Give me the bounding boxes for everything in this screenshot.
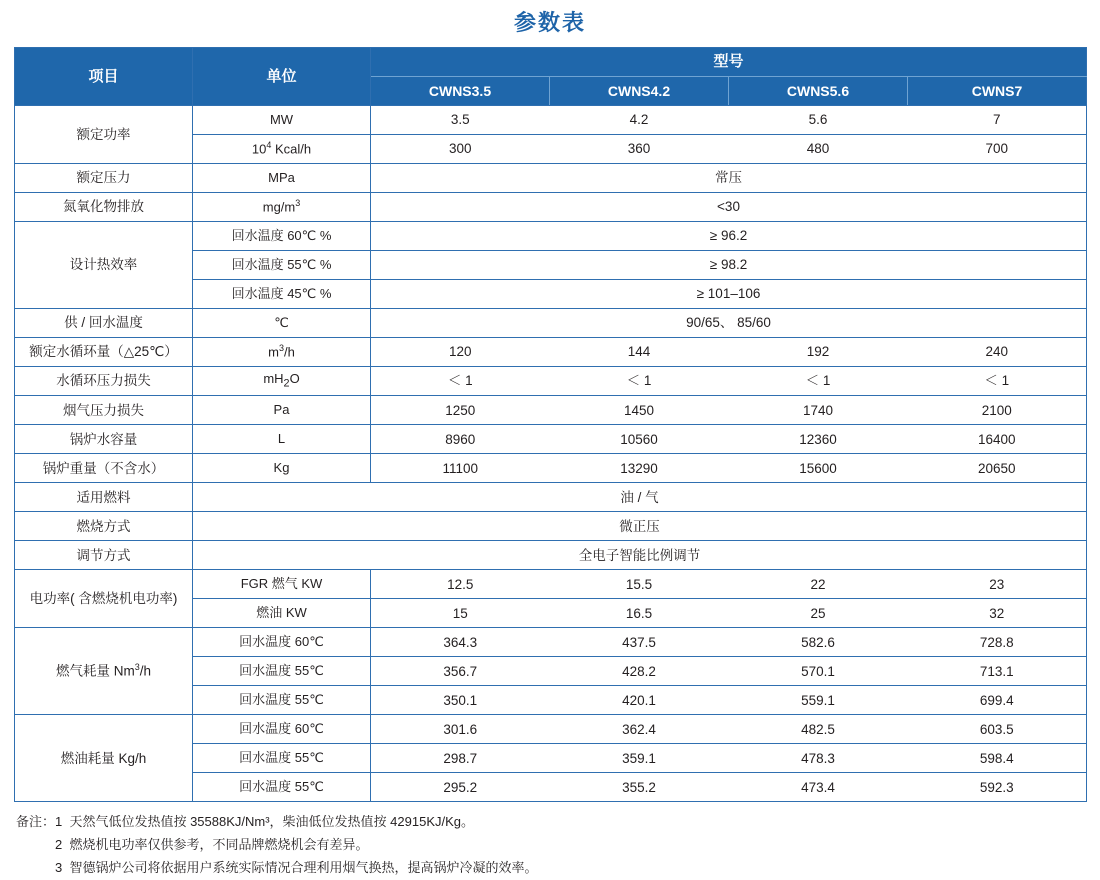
- header-model-cwns56: CWNS5.6: [729, 77, 908, 106]
- table-row: [15, 193, 1087, 222]
- row-unit: $mg/m^3$: [193, 193, 371, 222]
- row-value: 592.3: [908, 773, 1087, 802]
- row-span-all-value: 油 / 气: [193, 483, 1087, 512]
- row-value: 23: [908, 570, 1087, 599]
- row-value: 362.4: [550, 715, 729, 744]
- row-value: 420.1: [550, 686, 729, 715]
- table-row: [15, 512, 1087, 541]
- row-value: 1450: [550, 396, 729, 425]
- row-value: 428.2: [550, 657, 729, 686]
- header-item: 项目: [15, 48, 193, 106]
- row-value: ＜ 1: [908, 367, 1087, 396]
- row-value: 25: [729, 599, 908, 628]
- row-value: 364.3: [371, 628, 550, 657]
- row-value: 728.8: [908, 628, 1087, 657]
- row-value: 22: [729, 570, 908, 599]
- row-value: 582.6: [729, 628, 908, 657]
- row-label: 额定功率: [15, 106, 193, 164]
- note-line-1: [16, 811, 1086, 834]
- table-row: [15, 454, 1087, 483]
- row-value: 120: [371, 338, 550, 367]
- row-value: 603.5: [908, 715, 1087, 744]
- row-value: 5.6: [729, 106, 908, 135]
- row-value: 16400: [908, 425, 1087, 454]
- note-text-1: 1 天然气低位发热值按 35588KJ/Nm³，柴油低位发热值按 42915KJ/Kg。: [55, 814, 475, 830]
- row-value: 16.5: [550, 599, 729, 628]
- table-row: [15, 628, 1087, 657]
- row-span-value: <30: [371, 193, 1087, 222]
- row-value: 7: [908, 106, 1087, 135]
- row-value: 699.4: [908, 686, 1087, 715]
- row-value: 15600: [729, 454, 908, 483]
- table-row: [15, 541, 1087, 570]
- row-unit: $10^4$ Kcal/h: [193, 135, 371, 164]
- row-unit: 回水温度 55℃: [193, 744, 371, 773]
- row-value: 15.5: [550, 570, 729, 599]
- row-value: 301.6: [371, 715, 550, 744]
- row-value: 350.1: [371, 686, 550, 715]
- row-unit: 燃油 KW: [193, 599, 371, 628]
- table-row: [15, 309, 1087, 338]
- row-label: 锅炉水容量: [15, 425, 193, 454]
- row-label: 额定压力: [15, 164, 193, 193]
- row-value: 12.5: [371, 570, 550, 599]
- table-row: [15, 425, 1087, 454]
- page-title: 参数表: [513, 10, 586, 35]
- note-text-2: 2 燃烧机电功率仅供参考，不同品牌燃烧机会有差异。: [55, 837, 369, 853]
- row-label: 设计热效率: [15, 222, 193, 309]
- row-value: 240: [908, 338, 1087, 367]
- row-value: 478.3: [729, 744, 908, 773]
- row-label: 供 / 回水温度: [15, 309, 193, 338]
- row-label: 电功率( 含燃烧机电功率): [15, 570, 193, 628]
- row-value: 355.2: [550, 773, 729, 802]
- table-body: [15, 106, 1087, 802]
- row-value: 482.5: [729, 715, 908, 744]
- row-unit: 回水温度 60℃: [193, 628, 371, 657]
- row-unit: L: [193, 425, 371, 454]
- notes-prefix: 备注：: [16, 814, 56, 830]
- row-unit: 回水温度 45℃ %: [193, 280, 371, 309]
- row-span-value: 90/65、 85/60: [371, 309, 1087, 338]
- row-value: 559.1: [729, 686, 908, 715]
- row-unit: MPa: [193, 164, 371, 193]
- row-unit: MW: [193, 106, 371, 135]
- row-value: 298.7: [371, 744, 550, 773]
- row-value: 437.5: [550, 628, 729, 657]
- row-value: ＜ 1: [729, 367, 908, 396]
- row-label: 烟气压力损失: [15, 396, 193, 425]
- row-value: 192: [729, 338, 908, 367]
- row-unit: 回水温度 60℃: [193, 715, 371, 744]
- row-label: 水循环压力损失: [15, 367, 193, 396]
- row-span-value: ≥ 101–106: [371, 280, 1087, 309]
- row-value: 473.4: [729, 773, 908, 802]
- table-row: [15, 715, 1087, 744]
- row-value: 20650: [908, 454, 1087, 483]
- row-span-all-value: 微正压: [193, 512, 1087, 541]
- row-unit: Pa: [193, 396, 371, 425]
- row-value: 8960: [371, 425, 550, 454]
- row-value: 144: [550, 338, 729, 367]
- row-value: 13290: [550, 454, 729, 483]
- table-row: [15, 106, 1087, 135]
- row-value: 356.7: [371, 657, 550, 686]
- row-unit: $mH_2O$: [193, 367, 371, 396]
- row-value: 32: [908, 599, 1087, 628]
- table-row: [15, 396, 1087, 425]
- row-label: 氮氧化物排放: [15, 193, 193, 222]
- row-value: 570.1: [729, 657, 908, 686]
- row-unit: 回水温度 55℃ %: [193, 251, 371, 280]
- row-value: 4.2: [550, 106, 729, 135]
- header-model-cwns7: CWNS7: [908, 77, 1087, 106]
- row-label: 调节方式: [15, 541, 193, 570]
- row-value: 1250: [371, 396, 550, 425]
- row-value: 360: [550, 135, 729, 164]
- table-row: [15, 570, 1087, 599]
- note-line-2: [16, 834, 1086, 857]
- row-unit: ℃: [193, 309, 371, 338]
- row-value: 10560: [550, 425, 729, 454]
- row-span-all-value: 全电子智能比例调节: [193, 541, 1087, 570]
- table-row: [15, 483, 1087, 512]
- header-model-cwns35: CWNS3.5: [371, 77, 550, 106]
- row-unit: 回水温度 60℃ %: [193, 222, 371, 251]
- header-model-group: 型号: [371, 48, 1087, 77]
- table-row: [15, 222, 1087, 251]
- row-span-value: ≥ 98.2: [371, 251, 1087, 280]
- table-row: [15, 164, 1087, 193]
- row-value: 2100: [908, 396, 1087, 425]
- row-value: 15: [371, 599, 550, 628]
- table-head: [15, 48, 1087, 106]
- row-value: 1740: [729, 396, 908, 425]
- row-unit: 回水温度 55℃: [193, 686, 371, 715]
- row-value: 700: [908, 135, 1087, 164]
- row-label: 锅炉重量（不含水）: [15, 454, 193, 483]
- row-span-value: 常压: [371, 164, 1087, 193]
- row-value: 713.1: [908, 657, 1087, 686]
- row-value: 300: [371, 135, 550, 164]
- row-value: 480: [729, 135, 908, 164]
- row-value: 295.2: [371, 773, 550, 802]
- row-unit: Kg: [193, 454, 371, 483]
- specification-table: [14, 47, 1087, 802]
- row-label: 额定水循环量（△25℃）: [15, 338, 193, 367]
- row-value: ＜ 1: [371, 367, 550, 396]
- row-unit: FGR 燃气 KW: [193, 570, 371, 599]
- row-label: 适用燃料: [15, 483, 193, 512]
- row-unit: 回水温度 55℃: [193, 773, 371, 802]
- row-label: 燃气耗量 Nm$^3$/h: [15, 628, 193, 715]
- header-row-top: [15, 48, 1087, 77]
- note-text-3: 3 智德锅炉公司将依据用户系统实际情况合理利用烟气换热，提高锅炉冷凝的效率。: [55, 859, 538, 875]
- header-model-cwns42: CWNS4.2: [550, 77, 729, 106]
- row-unit: $m^3/h$: [193, 338, 371, 367]
- notes-block: [14, 811, 1086, 879]
- row-unit: 回水温度 55℃: [193, 657, 371, 686]
- row-value: 598.4: [908, 744, 1087, 773]
- row-value: 12360: [729, 425, 908, 454]
- row-span-value: ≥ 96.2: [371, 222, 1087, 251]
- row-value: 359.1: [550, 744, 729, 773]
- row-label: 燃油耗量 Kg/h: [15, 715, 193, 802]
- row-value: 3.5: [371, 106, 550, 135]
- row-value: 11100: [371, 454, 550, 483]
- note-line-3: [16, 857, 1086, 880]
- header-unit: 单位: [193, 48, 371, 106]
- row-value: ＜ 1: [550, 367, 729, 396]
- table-row: [15, 338, 1087, 367]
- table-row: [15, 367, 1087, 396]
- row-label: 燃烧方式: [15, 512, 193, 541]
